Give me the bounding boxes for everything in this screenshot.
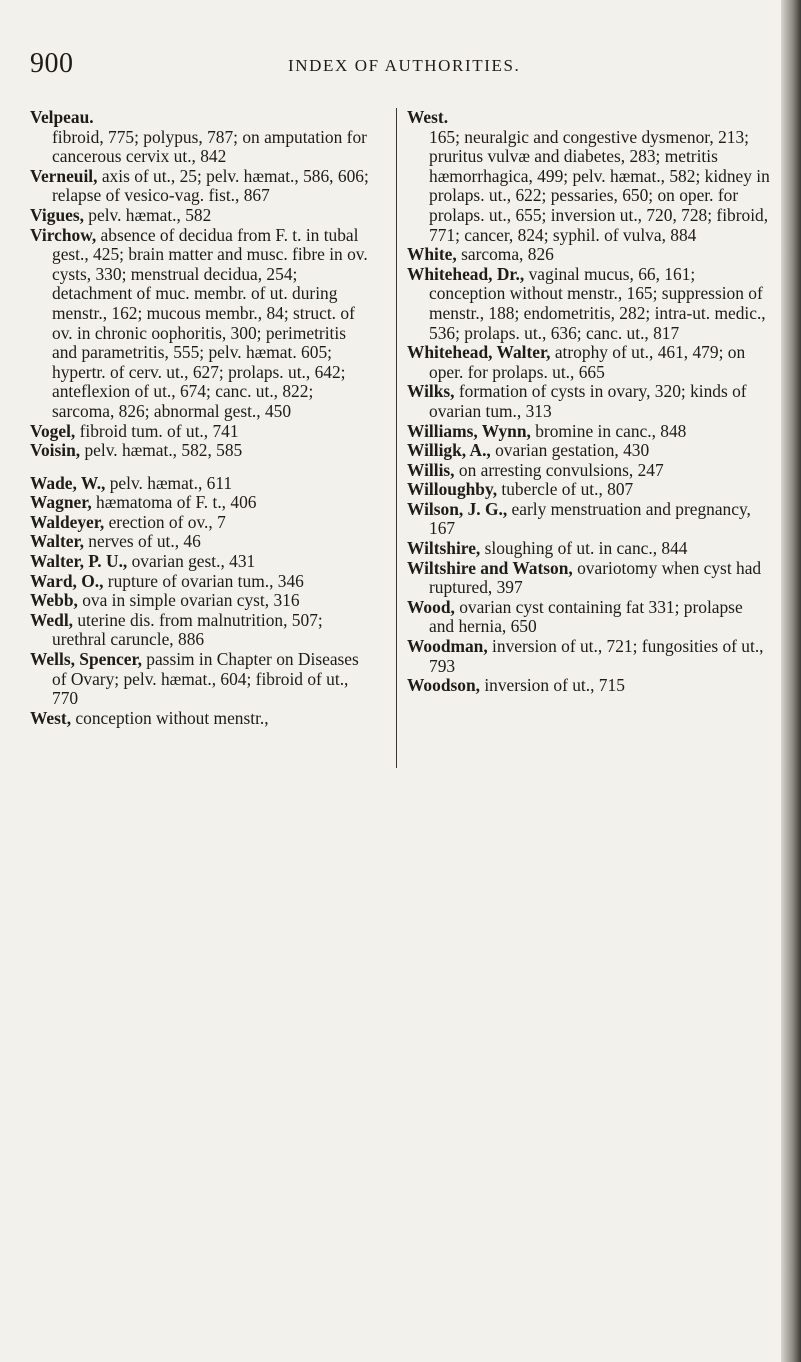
entry-references: ovariotomy when cyst had ruptured, 397 xyxy=(429,557,762,598)
entry-references: rupture of ovarian tum., 346 xyxy=(103,570,304,591)
index-entry xyxy=(30,532,375,552)
entry-author: Walter, xyxy=(30,531,84,552)
index-entry xyxy=(407,676,771,696)
index-entry xyxy=(30,206,375,226)
index-entry xyxy=(30,591,375,611)
entry-references: sloughing of ut. in canc., 844 xyxy=(480,538,688,559)
index-entry xyxy=(30,709,375,729)
index-entry xyxy=(407,108,771,128)
entry-author: Vigues, xyxy=(30,204,84,225)
entry-references: ovarian cyst containing fat 331; prolapse and hernia, 650 xyxy=(429,596,743,637)
entry-author: Waldeyer, xyxy=(30,511,105,532)
entry-author: Vogel, xyxy=(30,420,76,441)
entry-references: uterine dis. from malnutrition, 507; urethral caruncle, 886 xyxy=(52,609,323,650)
index-entry xyxy=(407,480,771,500)
index-entry xyxy=(407,422,771,442)
index-entry xyxy=(407,559,771,598)
index-entry xyxy=(30,572,375,592)
entry-author: Verneuil, xyxy=(30,165,98,186)
entry-author: Virchow, xyxy=(30,224,97,245)
index-entry xyxy=(30,128,375,167)
entry-author: Whitehead, Dr., xyxy=(407,263,525,284)
entry-author: West. xyxy=(407,107,449,127)
entry-author: Wade, W., xyxy=(30,472,106,493)
entry-references: bromine in canc., 848 xyxy=(530,420,687,441)
index-entry xyxy=(30,650,375,709)
entry-references: fibroid tum. of ut., 741 xyxy=(75,420,239,441)
entry-author: Woodson, xyxy=(407,675,480,696)
entry-references: inversion of ut., 715 xyxy=(479,675,625,696)
index-entry xyxy=(407,637,771,676)
entry-author: Wiltshire, xyxy=(407,538,481,559)
entry-author: Williams, Wynn, xyxy=(407,420,531,441)
index-entry xyxy=(30,493,375,513)
entry-author: Wagner, xyxy=(30,492,92,513)
entry-author: Woodman, xyxy=(407,636,488,657)
entry-author: Wedl, xyxy=(30,609,74,630)
index-column-right xyxy=(396,108,771,768)
entry-references: nerves of ut., 46 xyxy=(83,531,201,552)
entry-references: vaginal mucus, 66, 161; conception without menstr., 165; suppression of menstr., 188; endometritis, 282; intra-ut. medic., 536; prolaps. ut., 636; canc. ut., 817 xyxy=(429,263,766,343)
entry-references: hæmatoma of F. t., 406 xyxy=(91,492,257,513)
page-header xyxy=(30,46,772,82)
entry-references: on arresting convulsions, 247 xyxy=(454,459,664,480)
entry-references: ovarian gest., 431 xyxy=(127,551,256,572)
entry-references: fibroid, 775; polypus, 787; on amputation for cancerous cervix ut., 842 xyxy=(52,126,367,167)
entry-author: Willoughby, xyxy=(407,479,498,500)
entry-author: Wiltshire and Watson, xyxy=(407,557,573,578)
entry-references: pelv. hæmat., 611 xyxy=(105,472,233,493)
entry-author: Wood, xyxy=(407,596,455,617)
entry-references: formation of cysts in ovary, 320; kinds of ovarian tum., 313 xyxy=(429,381,747,421)
entry-author: Whitehead, Walter, xyxy=(407,342,551,363)
index-entry xyxy=(30,108,375,128)
entry-references: inversion of ut., 721; fungosities of ut., 793 xyxy=(429,636,764,676)
index-entry xyxy=(30,226,375,422)
index-entry xyxy=(407,382,771,421)
entry-references: ova in simple ovarian cyst, 316 xyxy=(77,590,300,611)
entry-author: Wilson, J. G., xyxy=(407,498,508,519)
entry-references: atrophy of ut., 461, 479; on oper. for prolaps. ut., 665 xyxy=(429,342,746,382)
index-entry xyxy=(30,611,375,650)
entry-references: passim in Chapter on Diseases of Ovary; pelv. hæmat., 604; fibroid of ut., 770 xyxy=(52,649,359,709)
entry-author: Voisin, xyxy=(30,440,81,461)
index-entry xyxy=(407,343,771,382)
page-edge xyxy=(781,0,801,1362)
index-entry xyxy=(407,128,771,246)
index-entry xyxy=(30,513,375,533)
entry-references: 165; neuralgic and congestive dysmenor, 213; pruritus vulvæ and diabetes, 283; metritis hæmorrhagica, 499; pelv. hæmat., 582; kidney in prolaps. ut., 622; pessaries, 650; on oper. for prolaps. ut., 655; inversion ut., 720, 728; fibroid, 771; cancer, 824; syphil. of vulva, 884 xyxy=(429,126,770,245)
index-entry xyxy=(407,461,771,481)
entry-references: pelv. hæmat., 582 xyxy=(83,204,212,225)
entry-author: Wells, Spencer, xyxy=(30,649,142,670)
entry-author: Wilks, xyxy=(407,381,455,402)
index-entry xyxy=(30,474,375,494)
index-entry xyxy=(30,441,375,461)
entry-references: ovarian gestation, 430 xyxy=(490,440,650,461)
entry-references: erection of ov., 7 xyxy=(104,511,226,532)
index-entry xyxy=(407,245,771,265)
entry-references: axis of ut., 25; pelv. hæmat., 586, 606; relapse of vesico-vag. fist., 867 xyxy=(52,165,369,206)
entry-references: conception without menstr., xyxy=(71,707,269,728)
entry-author: Walter, P. U., xyxy=(30,551,128,572)
index-entry xyxy=(407,539,771,559)
entry-author: Willis, xyxy=(407,459,455,480)
running-title: INDEX OF AUTHORITIES. xyxy=(288,56,521,75)
index-entry xyxy=(30,422,375,442)
index-entry xyxy=(407,265,771,343)
index-column-left xyxy=(30,108,375,728)
page-number: 900 xyxy=(30,48,74,79)
entry-author: White, xyxy=(407,244,457,265)
entry-references: early menstruation and pregnancy, 167 xyxy=(429,498,751,539)
index-entry xyxy=(407,598,771,637)
entry-author: Webb, xyxy=(30,590,78,611)
entry-author: Velpeau. xyxy=(30,107,94,127)
index-entry xyxy=(407,441,771,461)
entry-author: Ward, O., xyxy=(30,570,104,591)
index-entry xyxy=(30,552,375,572)
entry-references: tubercle of ut., 807 xyxy=(497,479,634,500)
index-entry xyxy=(407,500,771,539)
entry-references: sarcoma, 826 xyxy=(456,244,554,265)
entry-references: absence of decidua from F. t. in tubal gest., 425; brain matter and musc. fibre in ov. cysts, 330; menstrual decidua, 254; detachment of muc. membr. of ut. during menstr., 162; mucous membr., 84; struct. of ov. in chronic oophoritis, 300; perimetritis and parametritis, 555; pelv. hæmat. 605; hypertr. of cerv. ut., 627; prolaps. ut., 642; anteflexion of ut., 674; canc. ut., 822; sarcoma, 826; abnormal gest., 450 xyxy=(52,224,368,421)
entry-author: Willigk, A., xyxy=(407,440,491,461)
index-entry xyxy=(30,167,375,206)
entry-references: pelv. hæmat., 582, 585 xyxy=(80,440,243,461)
entry-author: West, xyxy=(30,707,72,728)
